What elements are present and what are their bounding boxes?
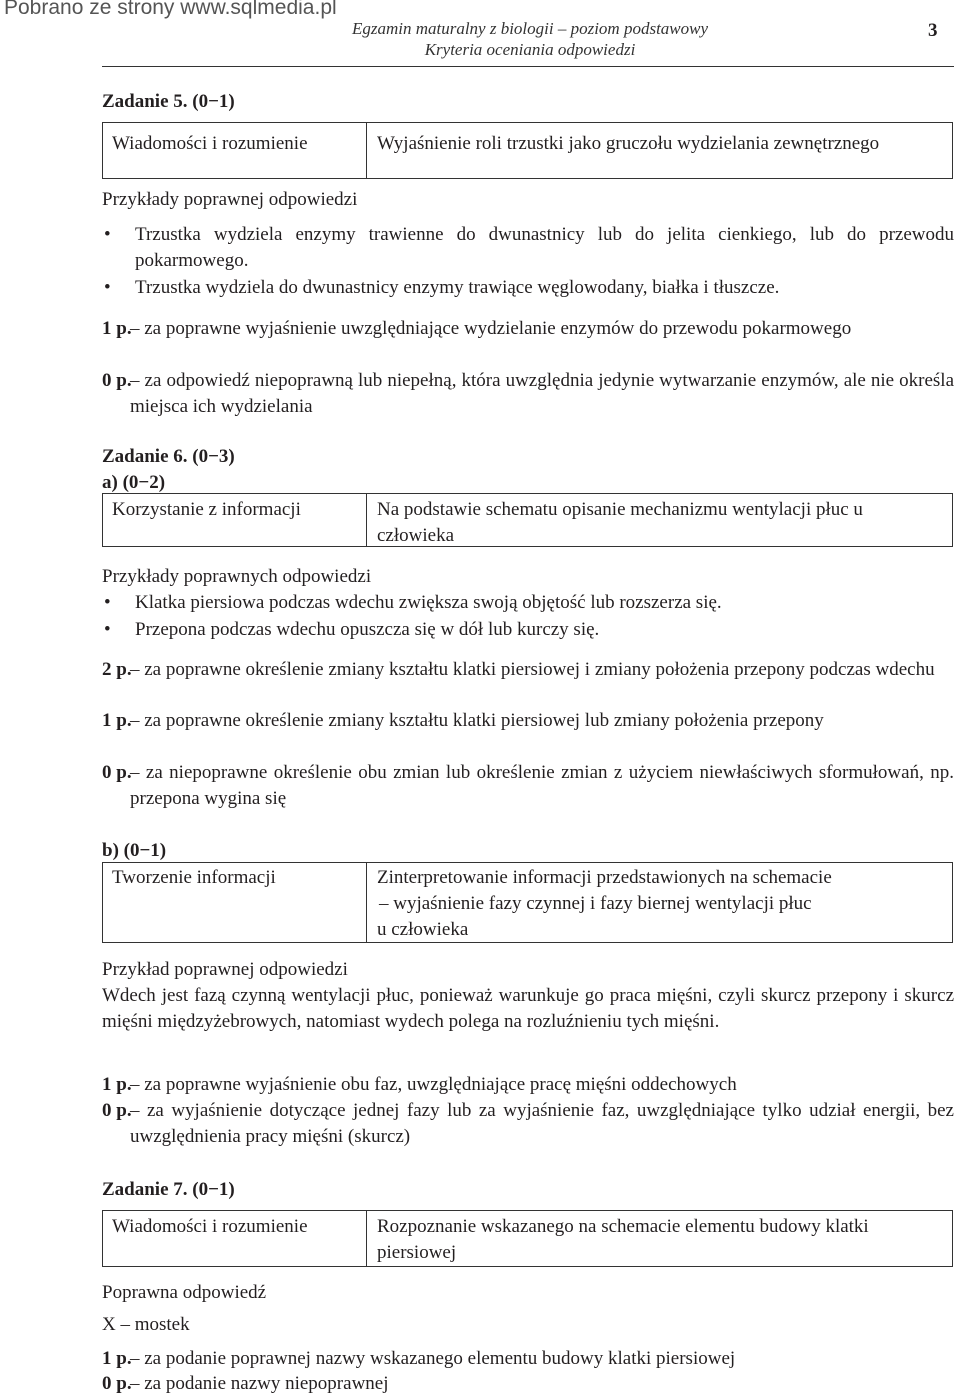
task-6b-requirement: Zinterpretowanie informacji przedstawionych na schemacie – wyjaśnienie fazy czynnej i fazy biernej wentylacji płuc u człowieka (377, 867, 832, 940)
task-7-area: Wiadomości i rozumienie (103, 1211, 367, 1266)
task-7-requirement: Rozpoznanie wskazanego na schemacie elementu budowy klatki piersiowej (377, 1216, 869, 1263)
task-6b-table (102, 862, 953, 943)
task-7-answer: X – mostek (102, 1314, 190, 1335)
task-6-title: Zadanie 6. (0−3) (102, 446, 235, 467)
task-6a-requirement: Na podstawie schematu opisanie mechanizmu wentylacji płuc u człowieka (377, 499, 863, 546)
bullet-icon: • (104, 619, 111, 640)
task-6a-area: Korzystanie z informacji (103, 494, 367, 546)
task-6a-examples-heading: Przykłady poprawnych odpowiedzi (102, 566, 372, 587)
task-6b-example: Wdech jest fazą czynną wentylacji płuc, ponieważ warunkuje go praca mięśni, czyli skurcz przepony i skurcz mięśni międzyżebrowych, natomiast wydech polega na rozluźnieniu tych mięśni. (102, 985, 954, 1032)
task-6b-score-1: 1 p. – za poprawne wyjaśnienie obu faz, uwzględniające pracę mięśni oddechowych (102, 1074, 737, 1095)
task-7-score-1: 1 p. – za podanie poprawnej nazwy wskazanego elementu budowy klatki piersiowej (102, 1348, 736, 1369)
bullet-icon: • (104, 592, 111, 613)
task-5-area: Wiadomości i rozumienie (103, 123, 367, 178)
task-7-answer-heading: Poprawna odpowiedź (102, 1282, 267, 1303)
task-5-score-0: 0 p. – za odpowiedź niepoprawną lub niepełną, która uwzględnia jedynie wytwarzanie enzymów, ale nie określa miejsca ich wydzielania (102, 370, 954, 417)
task-5-example-1: • Trzustka wydziela enzymy trawienne do dwunastnicy lub do jelita cienkiego, lub do przewodu pokarmowego. (104, 224, 954, 271)
exam-title: Egzamin maturalny z biologii – poziom podstawowy (351, 19, 709, 38)
task-7-title: Zadanie 7. (0−1) (102, 1179, 235, 1200)
task-6a-score-1: 1 p. – za poprawne określenie zmiany kształtu klatki piersiowej lub zmiany położenia przepony (102, 710, 824, 731)
task-5-examples-heading: Przykłady poprawnej odpowiedzi (102, 189, 358, 210)
task-7-score-0: 0 p. – za podanie nazwy niepoprawnej (102, 1373, 389, 1394)
source-watermark: Pobrano ze strony www.sqlmedia.pl (4, 0, 337, 19)
bullet-icon: • (104, 224, 111, 245)
task-6b-title: b) (0−1) (102, 840, 167, 861)
exam-subtitle: Kryteria oceniania odpowiedzi (424, 40, 636, 59)
task-6b-area: Tworzenie informacji (103, 863, 367, 942)
task-5-example-2: • Trzustka wydziela do dwunastnicy enzymy trawiące węglowodany, białka i tłuszcze. (102, 275, 954, 301)
task-6a-score-0: 0 p. – za niepoprawne określenie obu zmian lub określenie zmian z użyciem niewłaściwych sformułowań, np. przepona wygina się (102, 762, 954, 809)
task-6a-score-2: 2 p. – za poprawne określenie zmiany kształtu klatki piersiowej i zmiany położenia przepony podczas wdechu (102, 659, 935, 680)
task-5-score-1: 1 p. – za poprawne wyjaśnienie uwzględniające wydzielanie enzymów do przewodu pokarmowego (102, 318, 852, 339)
task-5-requirement: Wyjaśnienie roli trzustki jako gruczołu wydzielania zewnętrznego (377, 133, 880, 154)
task-5-title: Zadanie 5. (0−1) (102, 91, 235, 112)
task-6a-title: a) (0−2) (102, 472, 166, 493)
task-6a-example-2: • Przepona podczas wdechu opuszcza się w dół lub kurczy się. (102, 617, 954, 643)
task-6b-score-0: 0 p. – za wyjaśnienie dotyczące jednej fazy lub za wyjaśnienie faz, uwzględniające tylko udział energii, bez uwzględnienia pracy mięśni (skurcz) (102, 1100, 954, 1147)
bullet-icon: • (104, 277, 111, 298)
task-6b-example-heading: Przykład poprawnej odpowiedzi (102, 959, 348, 980)
task-6a-table (102, 493, 953, 547)
header-rule (102, 66, 954, 67)
task-6a-example-1: • Klatka piersiowa podczas wdechu zwiększa swoją objętość lub rozszerza się. (102, 590, 954, 616)
task-7-table (102, 1210, 953, 1267)
task-5-table (102, 122, 953, 179)
page-number: 3 (928, 20, 938, 41)
